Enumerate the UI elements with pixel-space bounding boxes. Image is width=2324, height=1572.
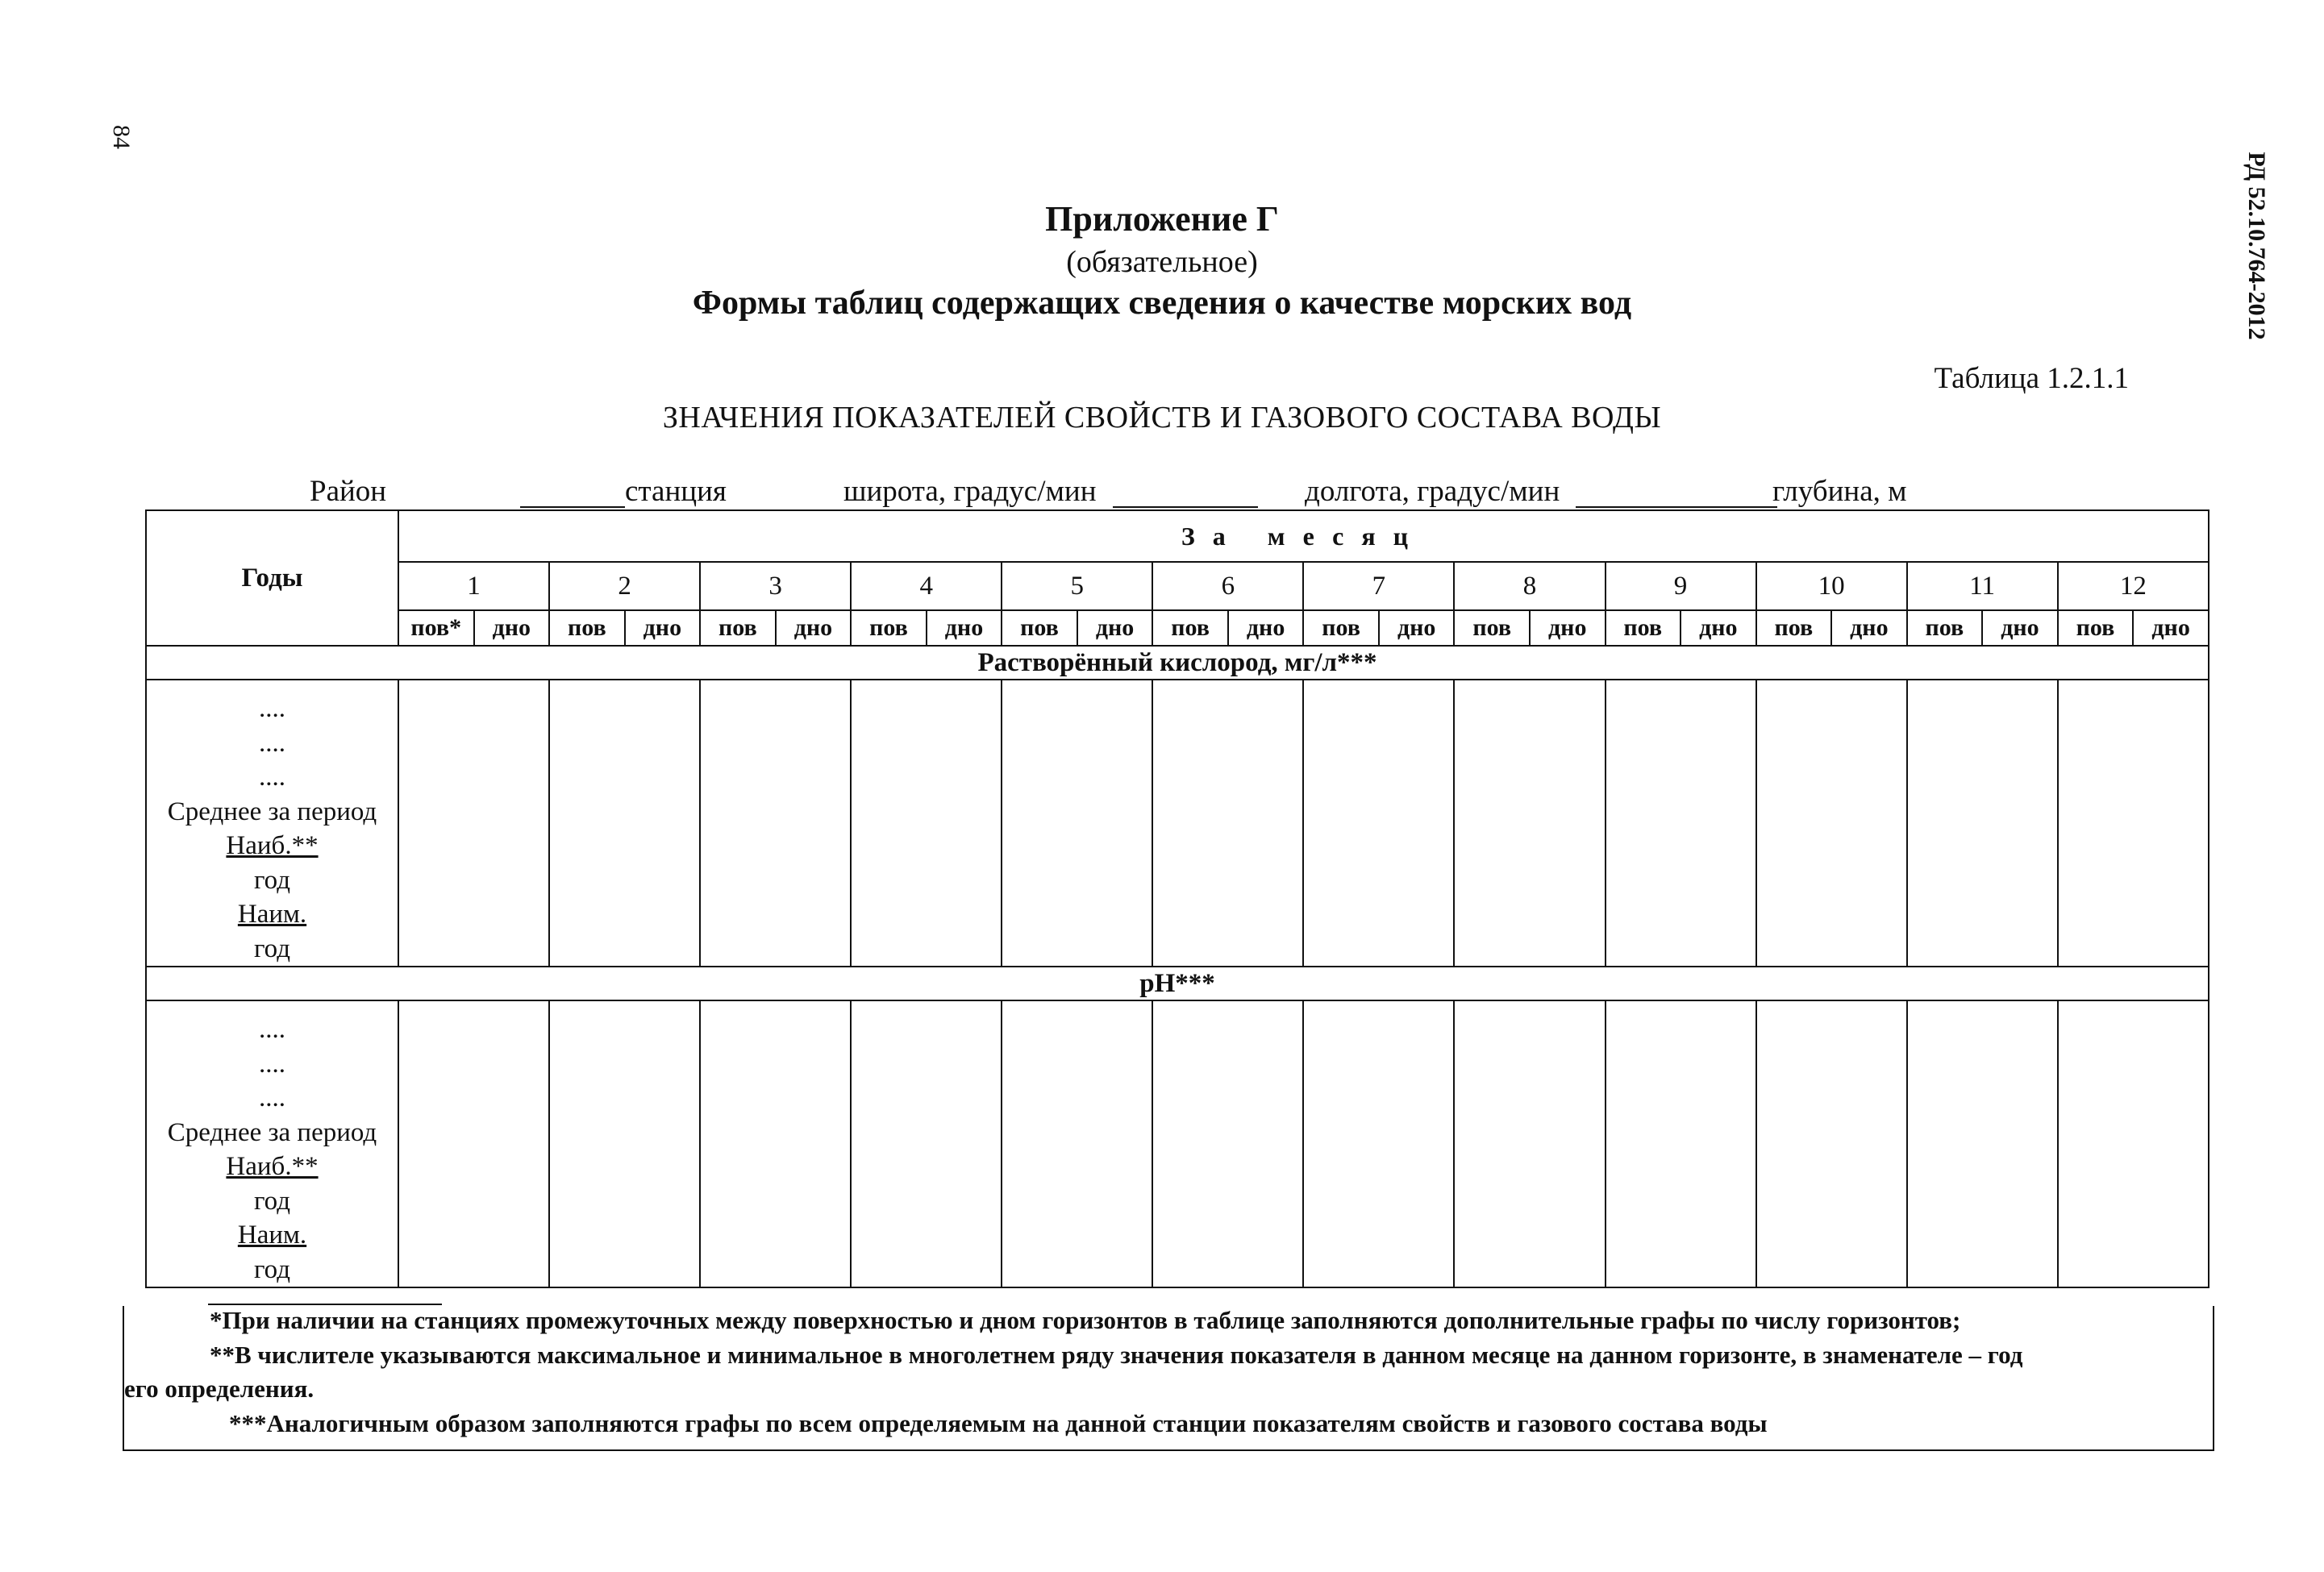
month-11: 11 [1907,562,2058,610]
data-cell [1002,680,1152,967]
sub-bottom: дно [1530,610,1606,646]
appendix-heading: Формы таблиц содержащих сведения о качестве морских вод [692,285,1632,322]
sub-bottom: дно [1982,610,2058,646]
footnotes-box [123,1306,2214,1451]
row-label: Наим. [237,1221,307,1250]
month-header: За месяц [398,510,2209,562]
data-cell [700,1000,851,1287]
month-1: 1 [398,562,549,610]
sub-surface: пов [1907,610,1983,646]
longitude-label: долгота, градус/мин [1305,475,1560,508]
month-12: 12 [2058,562,2209,610]
data-cell [1303,1000,1454,1287]
data-cell [1907,1000,2058,1287]
data-cell [700,680,851,967]
sub-surface: пов [1152,610,1228,646]
footnote-3: ***Аналогичным образом заполняются графы по всем определяемым на данной станции показателям свойств и газового состава воды [229,1409,1768,1437]
row-label: Наиб.** [226,831,319,860]
sub-bottom: дно [1228,610,1304,646]
month-2: 2 [549,562,700,610]
row-label: .... [259,1015,285,1044]
row-label: год [253,1186,291,1216]
sub-bottom: дно [927,610,1002,646]
region-blank [520,506,625,508]
data-cell [1152,680,1303,967]
sub-surface: пов* [398,610,474,646]
month-7: 7 [1303,562,1454,610]
depth-label: глубина, м [1772,475,1907,508]
latitude-label: широта, градус/мин [843,475,1097,508]
row-label: .... [259,728,285,758]
data-cell [851,680,1002,967]
row-labels [146,680,398,967]
footnote-2: **В числителе указываются максимальное и минимальное в многолетнем ряду значения показателя в данном месяце на данном горизонте, в знаменателе – год [210,1341,2023,1369]
sub-surface: пов [549,610,625,646]
section-title: pH*** [146,967,2209,1000]
footnote-2-continued: его определения. [124,1374,314,1403]
data-cell [549,1000,700,1287]
data-cell [549,680,700,967]
sub-surface: пов [1454,610,1530,646]
month-9: 9 [1606,562,1756,610]
data-cell [1756,1000,1907,1287]
section-title: Растворённый кислород, мг/л*** [146,646,2209,680]
sub-surface: пов [700,610,776,646]
sub-bottom: дно [1379,610,1455,646]
row-label: год [253,934,291,963]
row-labels [146,1000,398,1287]
data-cell [1454,1000,1605,1287]
row-label: .... [259,763,285,792]
data-cell [2058,1000,2209,1287]
sub-bottom: дно [2133,610,2209,646]
sub-bottom: дно [1077,610,1153,646]
sub-surface: пов [1756,610,1832,646]
page-number: 84 [108,125,135,149]
sub-surface: пов [1002,610,1077,646]
month-3: 3 [700,562,851,610]
data-cell [1454,680,1605,967]
latitude-blank [1113,506,1258,508]
month-5: 5 [1002,562,1152,610]
sub-bottom: дно [1831,610,1907,646]
data-cell [1606,1000,1756,1287]
appendix-title: Приложение Г [1045,199,1279,239]
region-label: Район [310,475,387,508]
row-label: .... [259,1083,285,1112]
water-quality-table [145,509,2209,1288]
table-number: Таблица 1.2.1.1 [1934,362,2129,395]
sub-bottom: дно [776,610,852,646]
row-label: Наиб.** [226,1152,319,1181]
data-cell [398,1000,549,1287]
row-label: .... [259,1049,285,1079]
sub-bottom: дно [1681,610,1756,646]
row-label: .... [259,694,285,723]
sub-bottom: дно [625,610,701,646]
sub-surface: пов [851,610,927,646]
sub-bottom: дно [474,610,550,646]
data-cell [1606,680,1756,967]
table-title: ЗНАЧЕНИЯ ПОКАЗАТЕЛЕЙ СВОЙСТВ И ГАЗОВОГО СОСТАВА ВОДЫ [662,401,1662,435]
row-label: год [253,865,291,895]
month-4: 4 [851,562,1002,610]
sub-surface: пов [2058,610,2134,646]
data-cell [2058,680,2209,967]
data-cell [1907,680,2058,967]
data-cell [1152,1000,1303,1287]
footnote-separator [208,1304,442,1305]
row-label: год [253,1254,291,1284]
data-cell [1303,680,1454,967]
row-label: Среднее за период [167,796,377,826]
month-8: 8 [1454,562,1605,610]
longitude-blank [1576,506,1777,508]
station-line [145,474,2209,511]
station-label: станция [625,475,727,508]
data-cell [851,1000,1002,1287]
month-10: 10 [1756,562,1907,610]
row-label: Среднее за период [167,1117,377,1147]
sub-surface: пов [1303,610,1379,646]
data-cell [398,680,549,967]
footnote-1: *При наличии на станциях промежуточных между поверхностью и дном горизонтов в таблице заполняются дополнительные графы по числу горизонтов; [210,1306,1961,1334]
sub-surface: пов [1606,610,1681,646]
month-6: 6 [1152,562,1303,610]
row-label: Наим. [237,900,307,929]
document-code: РД 52.10.764-2012 [2243,152,2270,340]
appendix-status: (обязательное) [1066,245,1258,279]
years-header: Годы [146,510,398,646]
data-cell [1002,1000,1152,1287]
data-cell [1756,680,1907,967]
